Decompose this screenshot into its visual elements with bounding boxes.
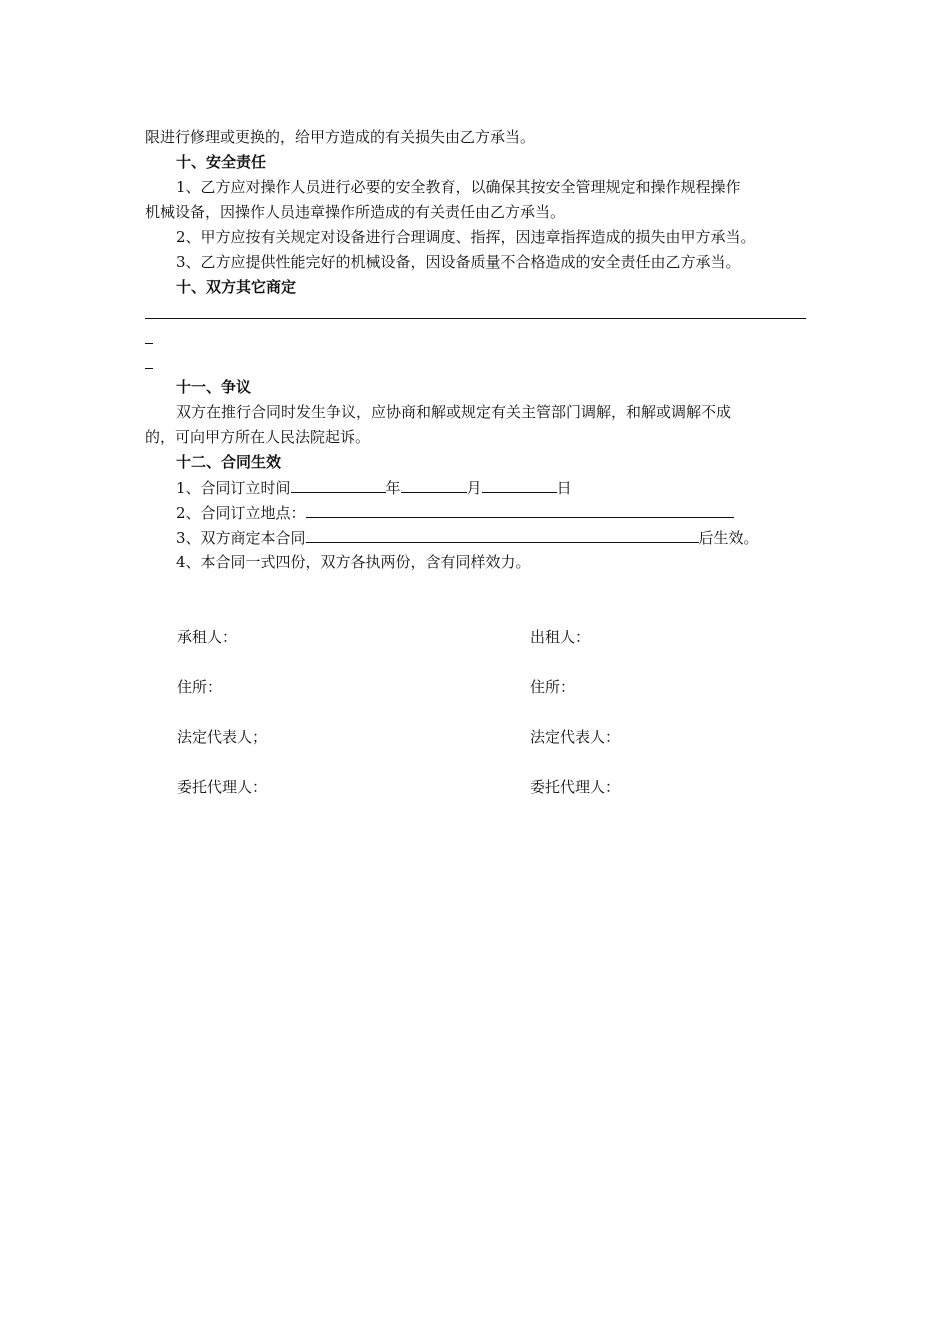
- signature-lessee-legal-rep: 法定代表人；: [177, 728, 268, 746]
- paragraph-repair-clause: 限进行修理或更换的，给甲方造成的有关损失由乙方承当。: [145, 128, 536, 146]
- signature-lessor-legal-rep: 法定代表人：: [530, 728, 621, 746]
- contract-condition-suffix: 后生效。: [698, 529, 759, 547]
- signature-lessee-agent: 委托代理人：: [177, 778, 268, 796]
- safety-clause-1-line1: 1、乙方应对操作人员进行必要的安全教育，以确保其按安全管理规定和操作规程操作: [176, 178, 741, 196]
- contract-condition-line: [176, 527, 759, 548]
- section-heading-effectiveness: 十二、合同生效: [176, 453, 282, 471]
- year-blank: [291, 477, 386, 493]
- signature-lessee: 承租人：: [177, 628, 238, 646]
- fill-in-dash-2: [145, 368, 153, 369]
- dispute-clause-line2: 的，可向甲方所在人民法院起诉。: [145, 428, 371, 446]
- fill-in-dash-1: [145, 343, 153, 344]
- day-blank: [482, 477, 557, 493]
- section-heading-other-agreements: 十、双方其它商定: [176, 278, 297, 296]
- month-blank: [401, 477, 467, 493]
- signature-lessee-address: 住所：: [177, 678, 223, 696]
- safety-clause-2: 2、甲方应按有关规定对设备进行合理调度、指挥，因违章指挥造成的损失由甲方承当。: [176, 228, 756, 246]
- contract-date-label: 1、合同订立时间: [176, 479, 291, 497]
- signature-lessor-address: 住所：: [530, 678, 576, 696]
- dispute-clause-line1: 双方在推行合同时发生争议，应协商和解或规定有关主管部门调解，和解或调解不成: [176, 403, 732, 421]
- safety-clause-3: 3、乙方应提供性能完好的机械设备，因设备质量不合格造成的安全责任由乙方承当。: [176, 253, 741, 271]
- fill-in-line: [145, 318, 806, 319]
- contract-place-line: [176, 502, 734, 523]
- signature-lessor-agent: 委托代理人：: [530, 778, 621, 796]
- contract-copies-clause: 4、本合同一式四份，双方各执两份，含有同样效力。: [176, 553, 531, 571]
- day-label: 日: [556, 479, 572, 497]
- year-label: 年: [385, 479, 401, 497]
- safety-clause-1-line2: 机械设备，因操作人员违章操作所造成的有关责任由乙方承当。: [145, 203, 566, 221]
- section-heading-safety: 十、安全责任: [176, 153, 267, 171]
- signature-lessor: 出租人：: [530, 628, 591, 646]
- contract-date-line: [176, 477, 572, 498]
- condition-blank: [306, 527, 699, 543]
- place-blank: [306, 502, 734, 518]
- section-heading-dispute: 十一、争议: [176, 378, 252, 396]
- contract-condition-label: 3、双方商定本合同: [176, 529, 306, 547]
- month-label: 月: [466, 479, 482, 497]
- contract-place-label: 2、合同订立地点：: [176, 504, 306, 522]
